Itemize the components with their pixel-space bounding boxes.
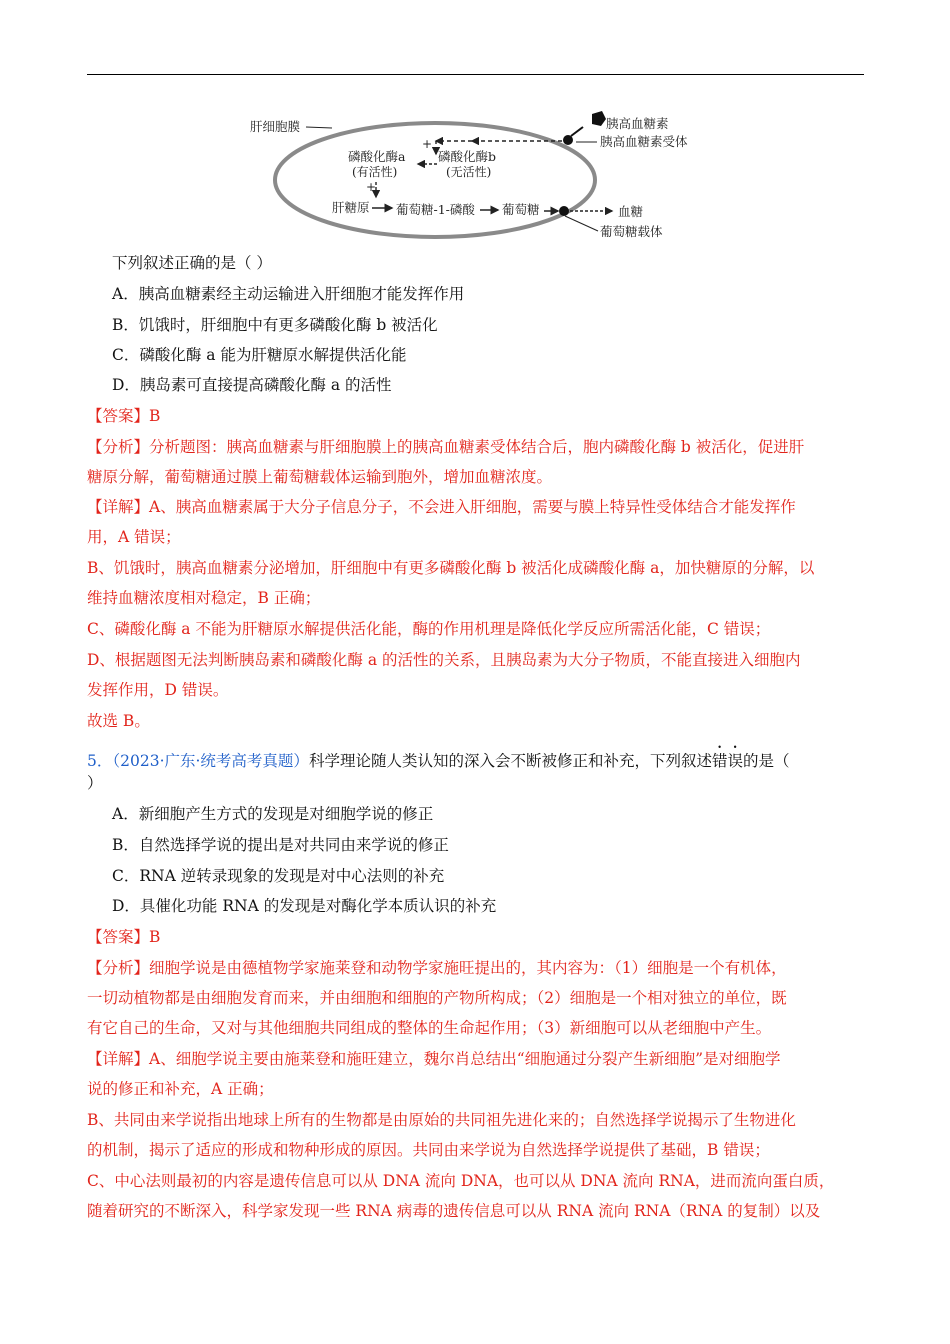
q4-option-d: D．胰岛素可直接提高磷酸化酶 a 的活性: [112, 376, 392, 394]
q4-detail-line: B、饥饿时，胰高血糖素分泌增加，肝细胞中有更多磷酸化酶 b 被活化成磷酸化酶 a，加快糖原的分解，以: [87, 559, 815, 577]
label-enzyme-a-state: (有活性): [352, 165, 398, 179]
q4-detail-line: 用，A 错误；: [87, 528, 181, 546]
q4-option-c: C．磷酸化酶 a 能为肝糖原水解提供活化能: [112, 346, 407, 364]
q5-detail-line: 说的修正和补充，A 正确；: [87, 1080, 274, 1098]
q5-stem-text: 科学理论随人类认知的深入会不断被修正和补充，下列叙述: [308, 752, 712, 770]
cell-membrane-ellipse: [275, 123, 595, 237]
label-blood-glucose: 血糖: [618, 204, 644, 219]
q5-analysis-line: 【分析】细胞学说是由德植物学家施莱登和动物学家施旺提出的，其内容为：（1）细胞是一个有机体，: [87, 959, 787, 977]
q4-detail-line: 【详解】A、胰高血糖素属于大分子信息分子，不会进入肝细胞，需要与膜上特异性受体结合才能发挥作: [87, 498, 796, 516]
q5-answer: 【答案】B: [87, 928, 161, 946]
q5-detail-line: 的机制，揭示了适应的形成和物种形成的原因。共同由来学说为自然选择学说提供了基础，B 错误；: [87, 1141, 770, 1159]
q5-emphasis: 错误: [711, 752, 743, 770]
label-glucose-carrier: 葡萄糖载体: [600, 224, 663, 239]
glucagon-icon: [592, 111, 606, 126]
q4-analysis-line: 【分析】分析题图：胰高血糖素与肝细胞膜上的胰高血糖素受体结合后，胞内磷酸化酶 b 被活化，促进肝: [87, 438, 805, 456]
q5-analysis-line: 有它自己的生命，又对与其他细胞共同组成的整体的生命起作用；（3）新细胞可以从老细胞中产生。: [87, 1019, 772, 1037]
q4-option-b: B．饥饿时，肝细胞中有更多磷酸化酶 b 被活化: [112, 316, 438, 334]
q5-option-d: D．具催化功能 RNA 的发现是对酶化学本质认识的补充: [112, 897, 497, 915]
q5-stem-close: ）: [87, 774, 103, 792]
q5-stem: [87, 743, 789, 771]
label-glucagon: 胰高血糖素: [606, 116, 669, 131]
plus-sign-1: +: [422, 137, 433, 151]
label-enzyme-a: 磷酸化酶a: [348, 149, 406, 164]
q4-option-a: A．胰高血糖素经主动运输进入肝细胞才能发挥作用: [112, 285, 465, 303]
q4-stem: 下列叙述正确的是（ ）: [112, 254, 272, 272]
q4-detail-line: D、根据题图无法判断胰岛素和磷酸化酶 a 的活性的关系，且胰岛素为大分子物质，不能直接进入细胞内: [87, 651, 801, 669]
q5-detail-line: 随着研究的不断深入，科学家发现一些 RNA 病毒的遗传信息可以从 RNA 流向 RNA（RNA 的复制）以及: [87, 1202, 821, 1220]
label-g1p: 葡萄糖-1-磷酸: [396, 202, 475, 217]
label-glucose: 葡萄糖: [502, 202, 540, 217]
receptor-arm: [571, 127, 583, 136]
q5-source: （2023·广东·统考高考真题）: [112, 752, 309, 770]
q4-detail-line: 发挥作用，D 错误。: [87, 681, 229, 699]
q5-analysis-line: 一切动植物都是由细胞发育而来，并由细胞和细胞的产物所构成；（2）细胞是一个相对独立的单位，既: [87, 989, 787, 1007]
membrane-pointer: [306, 127, 332, 128]
label-liver-membrane: 肝细胞膜: [250, 119, 301, 134]
q5-option-b: B．自然选择学说的提出是对共同由来学说的修正: [112, 836, 449, 854]
liver-cell-diagram: [240, 100, 710, 250]
carrier-icon: [559, 206, 569, 216]
q5-option-a: A．新细胞产生方式的发现是对细胞学说的修正: [112, 805, 434, 823]
q4-detail-line: C、磷酸化酶 a 不能为肝糖原水解提供活化能，酶的作用机理是降低化学反应所需活化能，C 错误；: [87, 620, 771, 638]
q5-detail-line: C、中心法则最初的内容是遗传信息可以从 DNA 流向 DNA，也可以从 DNA 流向 RNA，进而流向蛋白质，: [87, 1172, 835, 1190]
label-enzyme-b-state: (无活性): [446, 165, 492, 179]
label-enzyme-b: 磷酸化酶b: [438, 149, 497, 164]
label-glycogen: 肝糖原: [332, 200, 370, 215]
q5-detail-line: B、共同由来学说指出地球上所有的生物都是由原始的共同祖先进化来的；自然选择学说揭示了生物进化: [87, 1111, 796, 1129]
plus-sign-2: +: [366, 180, 377, 194]
q5-stem-end: 的是（: [742, 752, 790, 770]
header-rule: [87, 74, 864, 75]
q4-answer: 【答案】B: [87, 407, 161, 425]
q5-detail-line: 【详解】A、细胞学说主要由施莱登和施旺建立，魏尔肖总结出“细胞通过分裂产生新细胞”是对细胞学: [87, 1050, 781, 1068]
label-receptor: 胰高血糖素受体: [600, 134, 688, 149]
q4-detail-line: 维持血糖浓度相对稳定，B 正确；: [87, 589, 321, 607]
q5-option-c: C．RNA 逆转录现象的发现是对中心法则的补充: [112, 867, 445, 885]
q5-number: 5．: [87, 752, 113, 770]
q4-analysis-line: 糖原分解，葡萄糖通过膜上葡萄糖载体运输到胞外，增加血糖浓度。: [87, 468, 553, 486]
q4-conclusion: 故选 B。: [87, 712, 150, 730]
